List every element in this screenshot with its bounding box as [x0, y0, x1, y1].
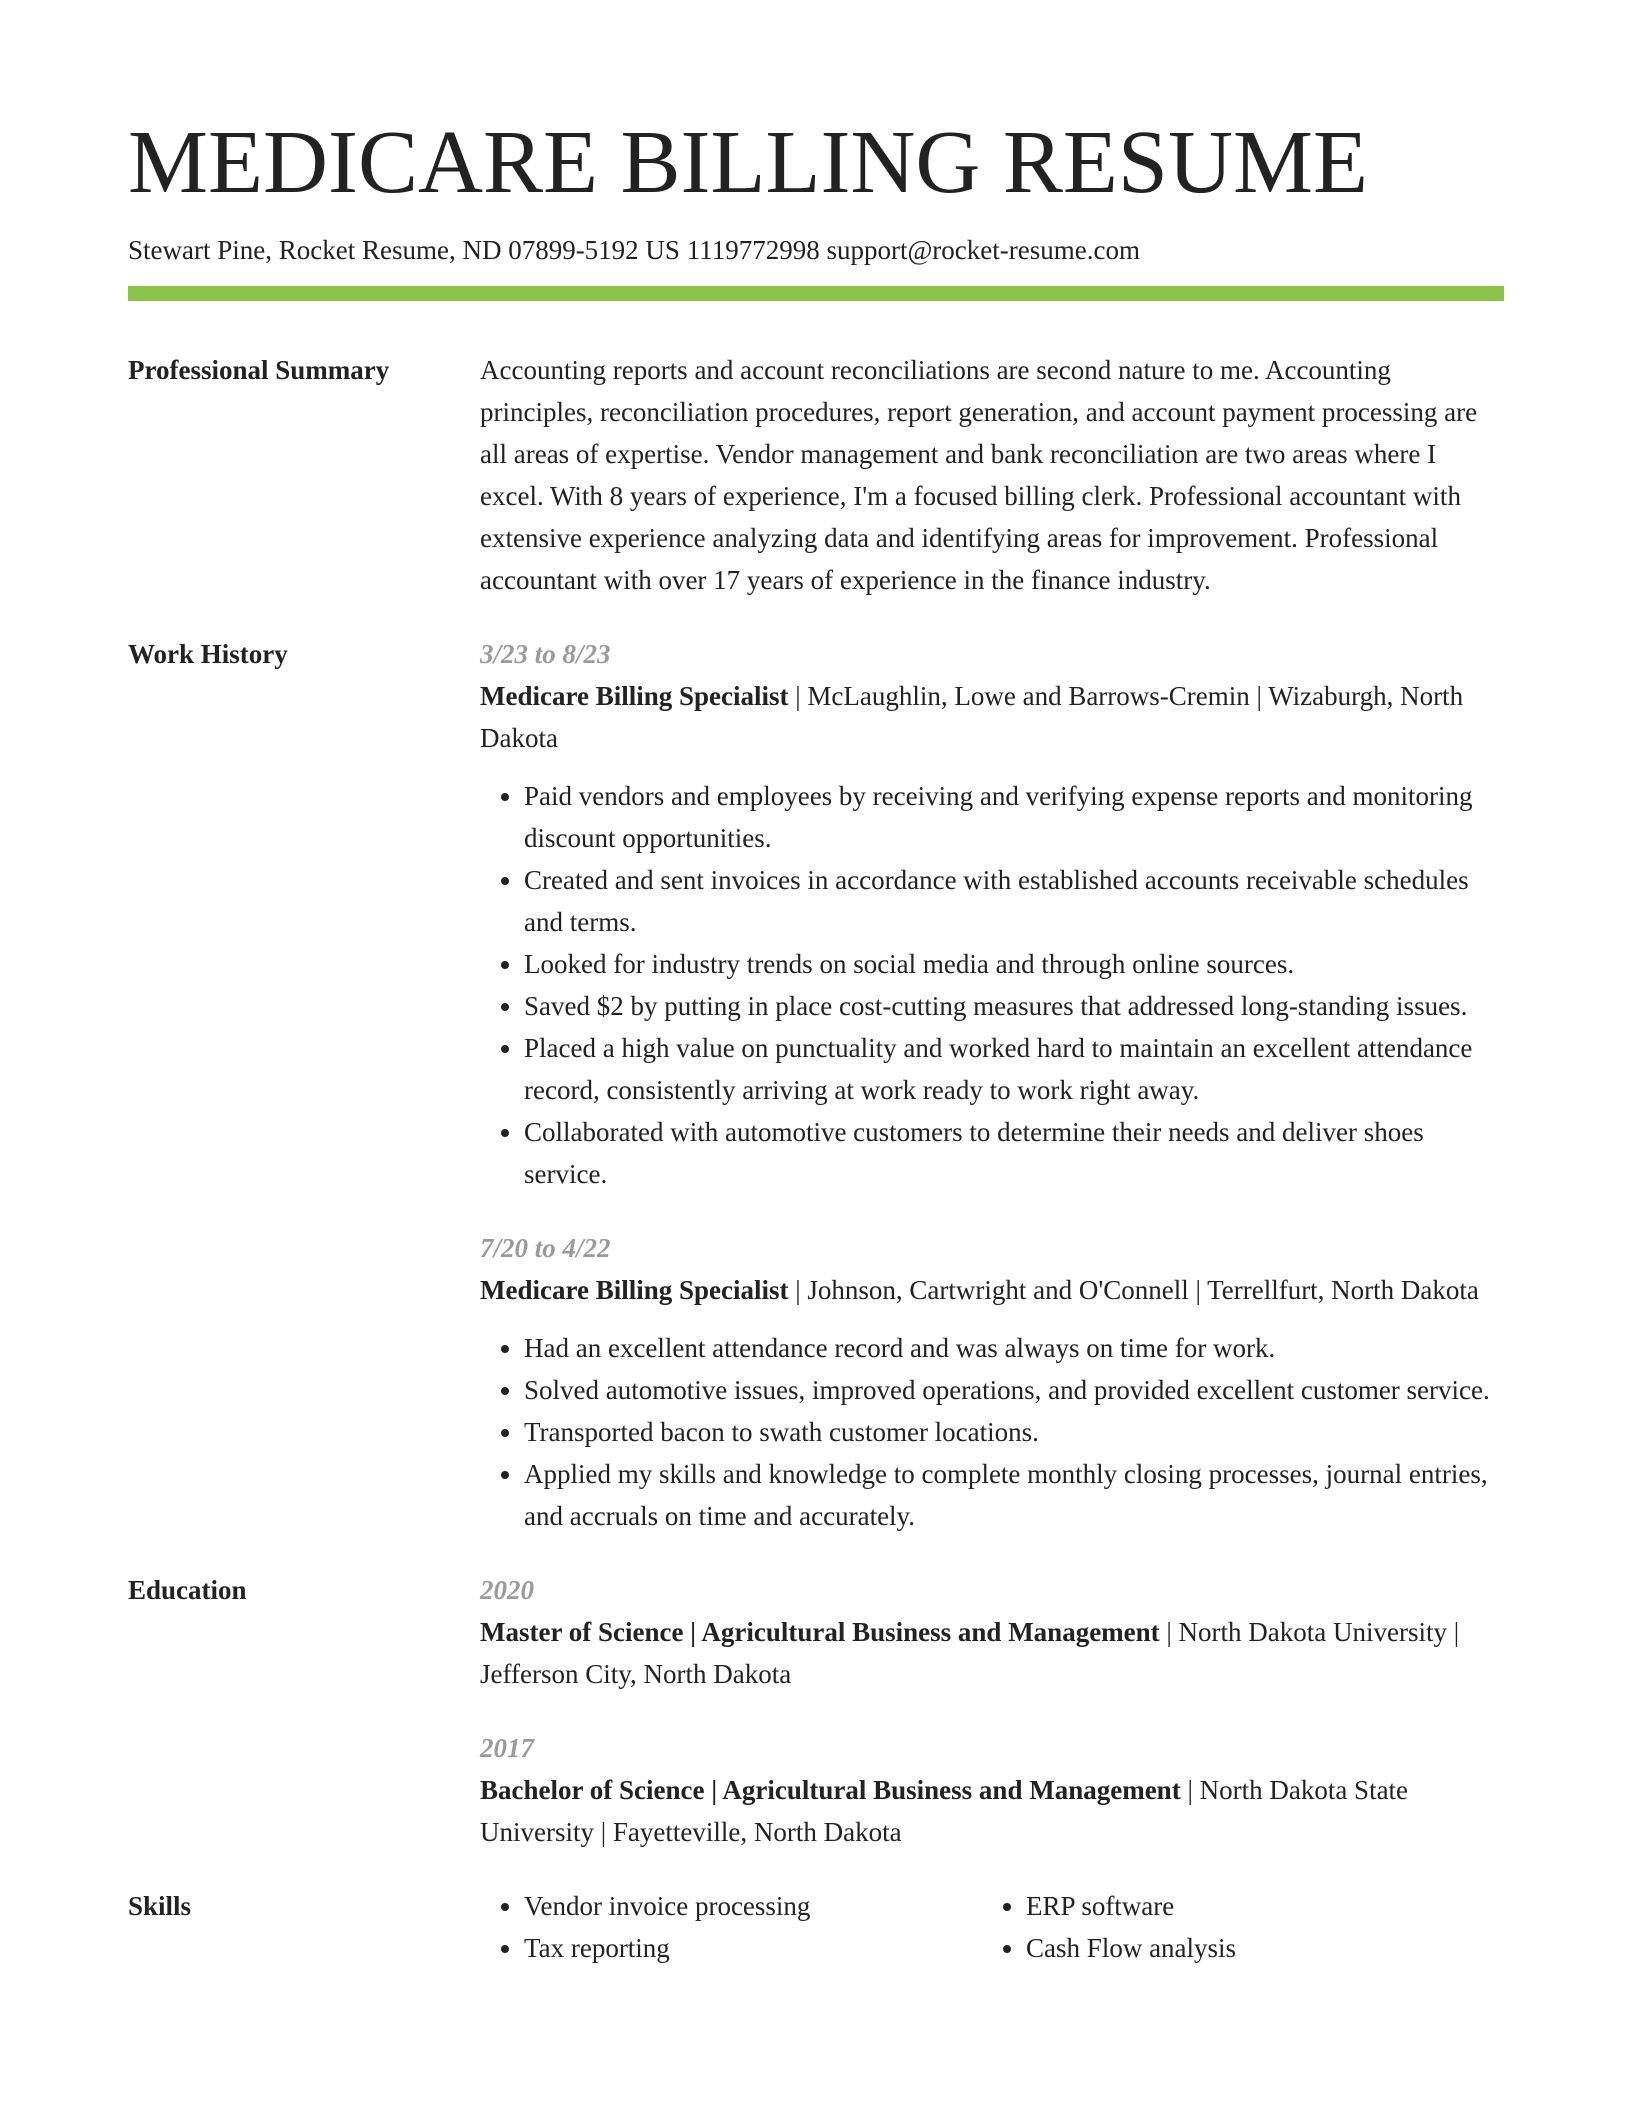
job-bullet: • Collaborated with automotive customers to determine their needs and deliver shoes service.: [524, 1111, 1504, 1195]
job-details: | Johnson, Cartwright and O'Connell | Terrellfurt, North Dakota: [788, 1275, 1479, 1306]
skills-columns: [480, 1885, 1504, 1969]
job-bullet: • Transported bacon to swath customer locations.: [524, 1411, 1504, 1453]
job-entry: [480, 1227, 1504, 1537]
resume-page: [128, 113, 1504, 1969]
education-section: [128, 1569, 1504, 1853]
contact-line: Stewart Pine, Rocket Resume, ND 07899-5192 US 1119772998 support@rocket-resume.com: [128, 235, 1140, 265]
skill-item: • ERP software: [1026, 1885, 1504, 1927]
job-bullet: • Had an excellent attendance record and was always on time for work.: [524, 1327, 1504, 1369]
skills-list-right: [982, 1885, 1504, 1969]
skills-list-left: [480, 1885, 982, 1969]
education-year: 2020: [480, 1575, 534, 1606]
job-bullet: • Saved $2 by putting in place cost-cutting measures that addressed long-standing issues.: [524, 985, 1504, 1027]
school-details: | North Dakota University | Jefferson City, North Dakota: [480, 1617, 1460, 1690]
job-bullet: • Created and sent invoices in accordance with established accounts receivable schedules and terms.: [524, 859, 1504, 943]
job-heading: [480, 1269, 1504, 1311]
job-dates: 3/23 to 8/23: [480, 639, 611, 670]
summary-text: Accounting reports and account reconciliations are second nature to me. Accounting principles, reconciliation procedures, report generation, and account payment processing are all areas of expertise. Vendor management and bank reconciliation are two areas where I excel. With 8 years of experience, I'm a focused billing clerk. Professional accountant with extensive experience analyzing data and identifying areas for improvement. Professional accountant with over 17 years of experience in the finance industry.: [480, 355, 1478, 596]
job-bullet: • Applied my skills and knowledge to complete monthly closing processes, journal entries, and accruals on time and accurately.: [524, 1453, 1504, 1537]
summary-section: [128, 349, 1504, 601]
job-bullets: [480, 775, 1504, 1195]
section-label-skills: Skills: [128, 1891, 192, 1922]
education-heading: [480, 1611, 1504, 1695]
section-label-summary: Professional Summary: [128, 355, 390, 386]
section-label-education: Education: [128, 1575, 247, 1606]
job-dates: 7/20 to 4/22: [480, 1233, 611, 1264]
job-bullet: • Placed a high value on punctuality and worked hard to maintain an excellent attendance record, consistently arriving at work ready to work right away.: [524, 1027, 1504, 1111]
skill-item: • Vendor invoice processing: [524, 1885, 982, 1927]
job-bullet: • Looked for industry trends on social media and through online sources.: [524, 943, 1504, 985]
education-entry: [480, 1727, 1504, 1853]
education-heading: [480, 1769, 1504, 1853]
job-bullets: [480, 1327, 1504, 1537]
job-details: | McLaughlin, Lowe and Barrows-Cremin | Wizaburgh, North Dakota: [480, 681, 1464, 754]
work-history-section: [128, 633, 1504, 1537]
job-title: Medicare Billing Specialist: [480, 1275, 789, 1306]
skill-item: • Cash Flow analysis: [1026, 1927, 1504, 1969]
skills-section: [128, 1885, 1504, 1969]
education-entry: [480, 1569, 1504, 1695]
job-title: Medicare Billing Specialist: [480, 681, 789, 712]
resume-title: MEDICARE BILLING RESUME: [128, 113, 1368, 212]
school-details: | North Dakota State University | Fayetteville, North Dakota: [480, 1775, 1409, 1848]
degree-name: Master of Science | Agricultural Business and Management: [480, 1617, 1160, 1648]
job-bullet: • Paid vendors and employees by receiving and verifying expense reports and monitoring discount opportunities.: [524, 775, 1504, 859]
job-entry: [480, 633, 1504, 1195]
skill-item: • Tax reporting: [524, 1927, 982, 1969]
section-label-work-history: Work History: [128, 639, 288, 670]
header-divider: [128, 286, 1504, 301]
job-heading: [480, 675, 1504, 759]
education-year: 2017: [480, 1733, 534, 1764]
job-bullet: • Solved automotive issues, improved operations, and provided excellent customer service.: [524, 1369, 1504, 1411]
degree-name: Bachelor of Science | Agricultural Business and Management: [480, 1775, 1181, 1806]
